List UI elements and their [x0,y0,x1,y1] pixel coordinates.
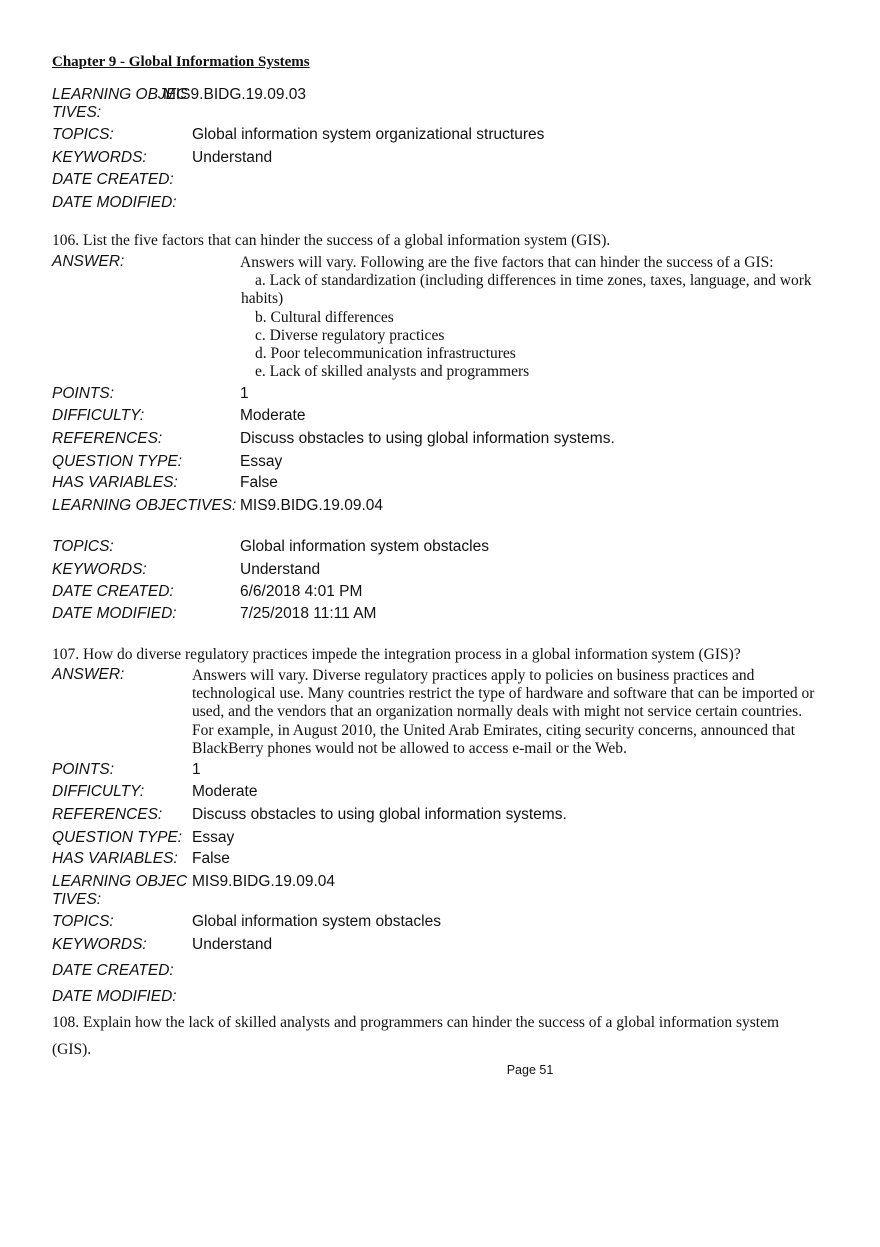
topics-value: Global information system obstacles [192,913,441,930]
references-label: REFERENCES: [52,806,163,823]
question-107-text: 107. How do diverse regulatory practices impede the integration process in a global information system (GIS)? [52,646,741,663]
question-type-value: Essay [240,453,283,470]
topics-label: TOPICS: [52,538,114,555]
answer-label: ANSWER: [52,666,125,683]
date-created-label: DATE CREATED: [52,171,174,188]
topics-value: Global information system organizational structures [192,126,545,143]
date-created-label: DATE CREATED: [52,962,174,979]
keywords-label: KEYWORDS: [52,149,147,166]
difficulty-label: DIFFICULTY: [52,783,145,800]
answer-line: b. Cultural differences [255,308,394,326]
answer-107-body [192,667,814,758]
difficulty-value: Moderate [192,783,258,800]
date-modified-label: DATE MODIFIED: [52,988,177,1005]
answer-line: used, and the vendors that an organization normally deals with might not service certain countries. [192,703,803,721]
chapter-title: Chapter 9 - Global Information Systems [52,54,310,70]
learning-objectives-label-line1: LEARNING OBJEC [52,873,188,890]
learning-objectives-value: MIS9.BIDG.19.09.03 [163,86,307,103]
answer-line: For example, in August 2010, the United Arab Emirates, citing security concerns, announced that [192,721,796,739]
date-modified-label: DATE MODIFIED: [52,605,177,622]
topics-label: TOPICS: [52,913,114,930]
date-created-label: DATE CREATED: [52,583,174,600]
answer-line: habits) [241,290,284,308]
answer-line: d. Poor telecommunication infrastructures [255,345,516,363]
learning-objectives-value: MIS9.BIDG.19.09.04 [192,873,336,890]
has-variables-label: HAS VARIABLES: [52,474,178,491]
points-value: 1 [192,761,201,778]
answer-line: c. Diverse regulatory practices [255,326,445,344]
page-number: Page 51 [506,1063,554,1077]
answer-line: Answers will vary. Following are the five factors that can hinder the success of a GIS: [240,254,774,271]
date-created-value: 6/6/2018 4:01 PM [240,583,363,600]
question-108-text-line1: 108. Explain how the lack of skilled analysts and programmers can hinder the success of a global information system [52,1014,780,1031]
question-108-text-line2: (GIS). [52,1041,92,1058]
points-value: 1 [240,385,249,402]
references-value: Discuss obstacles to using global information systems. [240,430,615,447]
date-modified-value: 7/25/2018 11:11 AM [240,605,377,622]
keywords-label: KEYWORDS: [52,561,147,578]
answer-line: e. Lack of skilled analysts and programmers [255,363,530,381]
answer-106-body [240,254,812,381]
answer-line: a. Lack of standardization (including differences in time zones, taxes, language, and work [255,272,812,290]
keywords-label: KEYWORDS: [52,936,147,953]
answer-line: BlackBerry phones would not be allowed to access e-mail or the Web. [192,739,627,757]
points-label: POINTS: [52,761,115,778]
difficulty-label: DIFFICULTY: [52,407,145,424]
question-type-label: QUESTION TYPE: [52,453,183,470]
learning-objectives-label-line2: TIVES: [52,104,102,121]
difficulty-value: Moderate [240,407,306,424]
references-value: Discuss obstacles to using global information systems. [192,806,567,823]
answer-line: technological use. Many countries restrict the type of hardware and software that can be imported or [192,685,815,703]
topics-label: TOPICS: [52,126,114,143]
has-variables-value: False [192,850,230,867]
topics-value: Global information system obstacles [240,538,489,555]
learning-objectives-label-line2: TIVES: [52,891,102,908]
points-label: POINTS: [52,385,115,402]
answer-label: ANSWER: [52,253,125,270]
keywords-value: Understand [192,936,273,953]
keywords-value: Understand [240,561,321,578]
learning-objectives-value: MIS9.BIDG.19.09.04 [240,497,384,514]
has-variables-label: HAS VARIABLES: [52,850,178,867]
date-modified-label: DATE MODIFIED: [52,194,177,211]
question-type-label: QUESTION TYPE: [52,829,183,846]
learning-objectives-label: LEARNING OBJECTIVES: [52,497,237,514]
learning-objectives-label-line1: LEARNING OBJEC [52,86,188,103]
has-variables-value: False [240,474,278,491]
references-label: REFERENCES: [52,430,163,447]
answer-line: Answers will vary. Diverse regulatory practices apply to policies on business practices and [192,667,755,684]
question-106-text: 106. List the five factors that can hinder the success of a global information system (GIS). [52,232,611,249]
question-type-value: Essay [192,829,235,846]
keywords-value: Understand [192,149,273,166]
